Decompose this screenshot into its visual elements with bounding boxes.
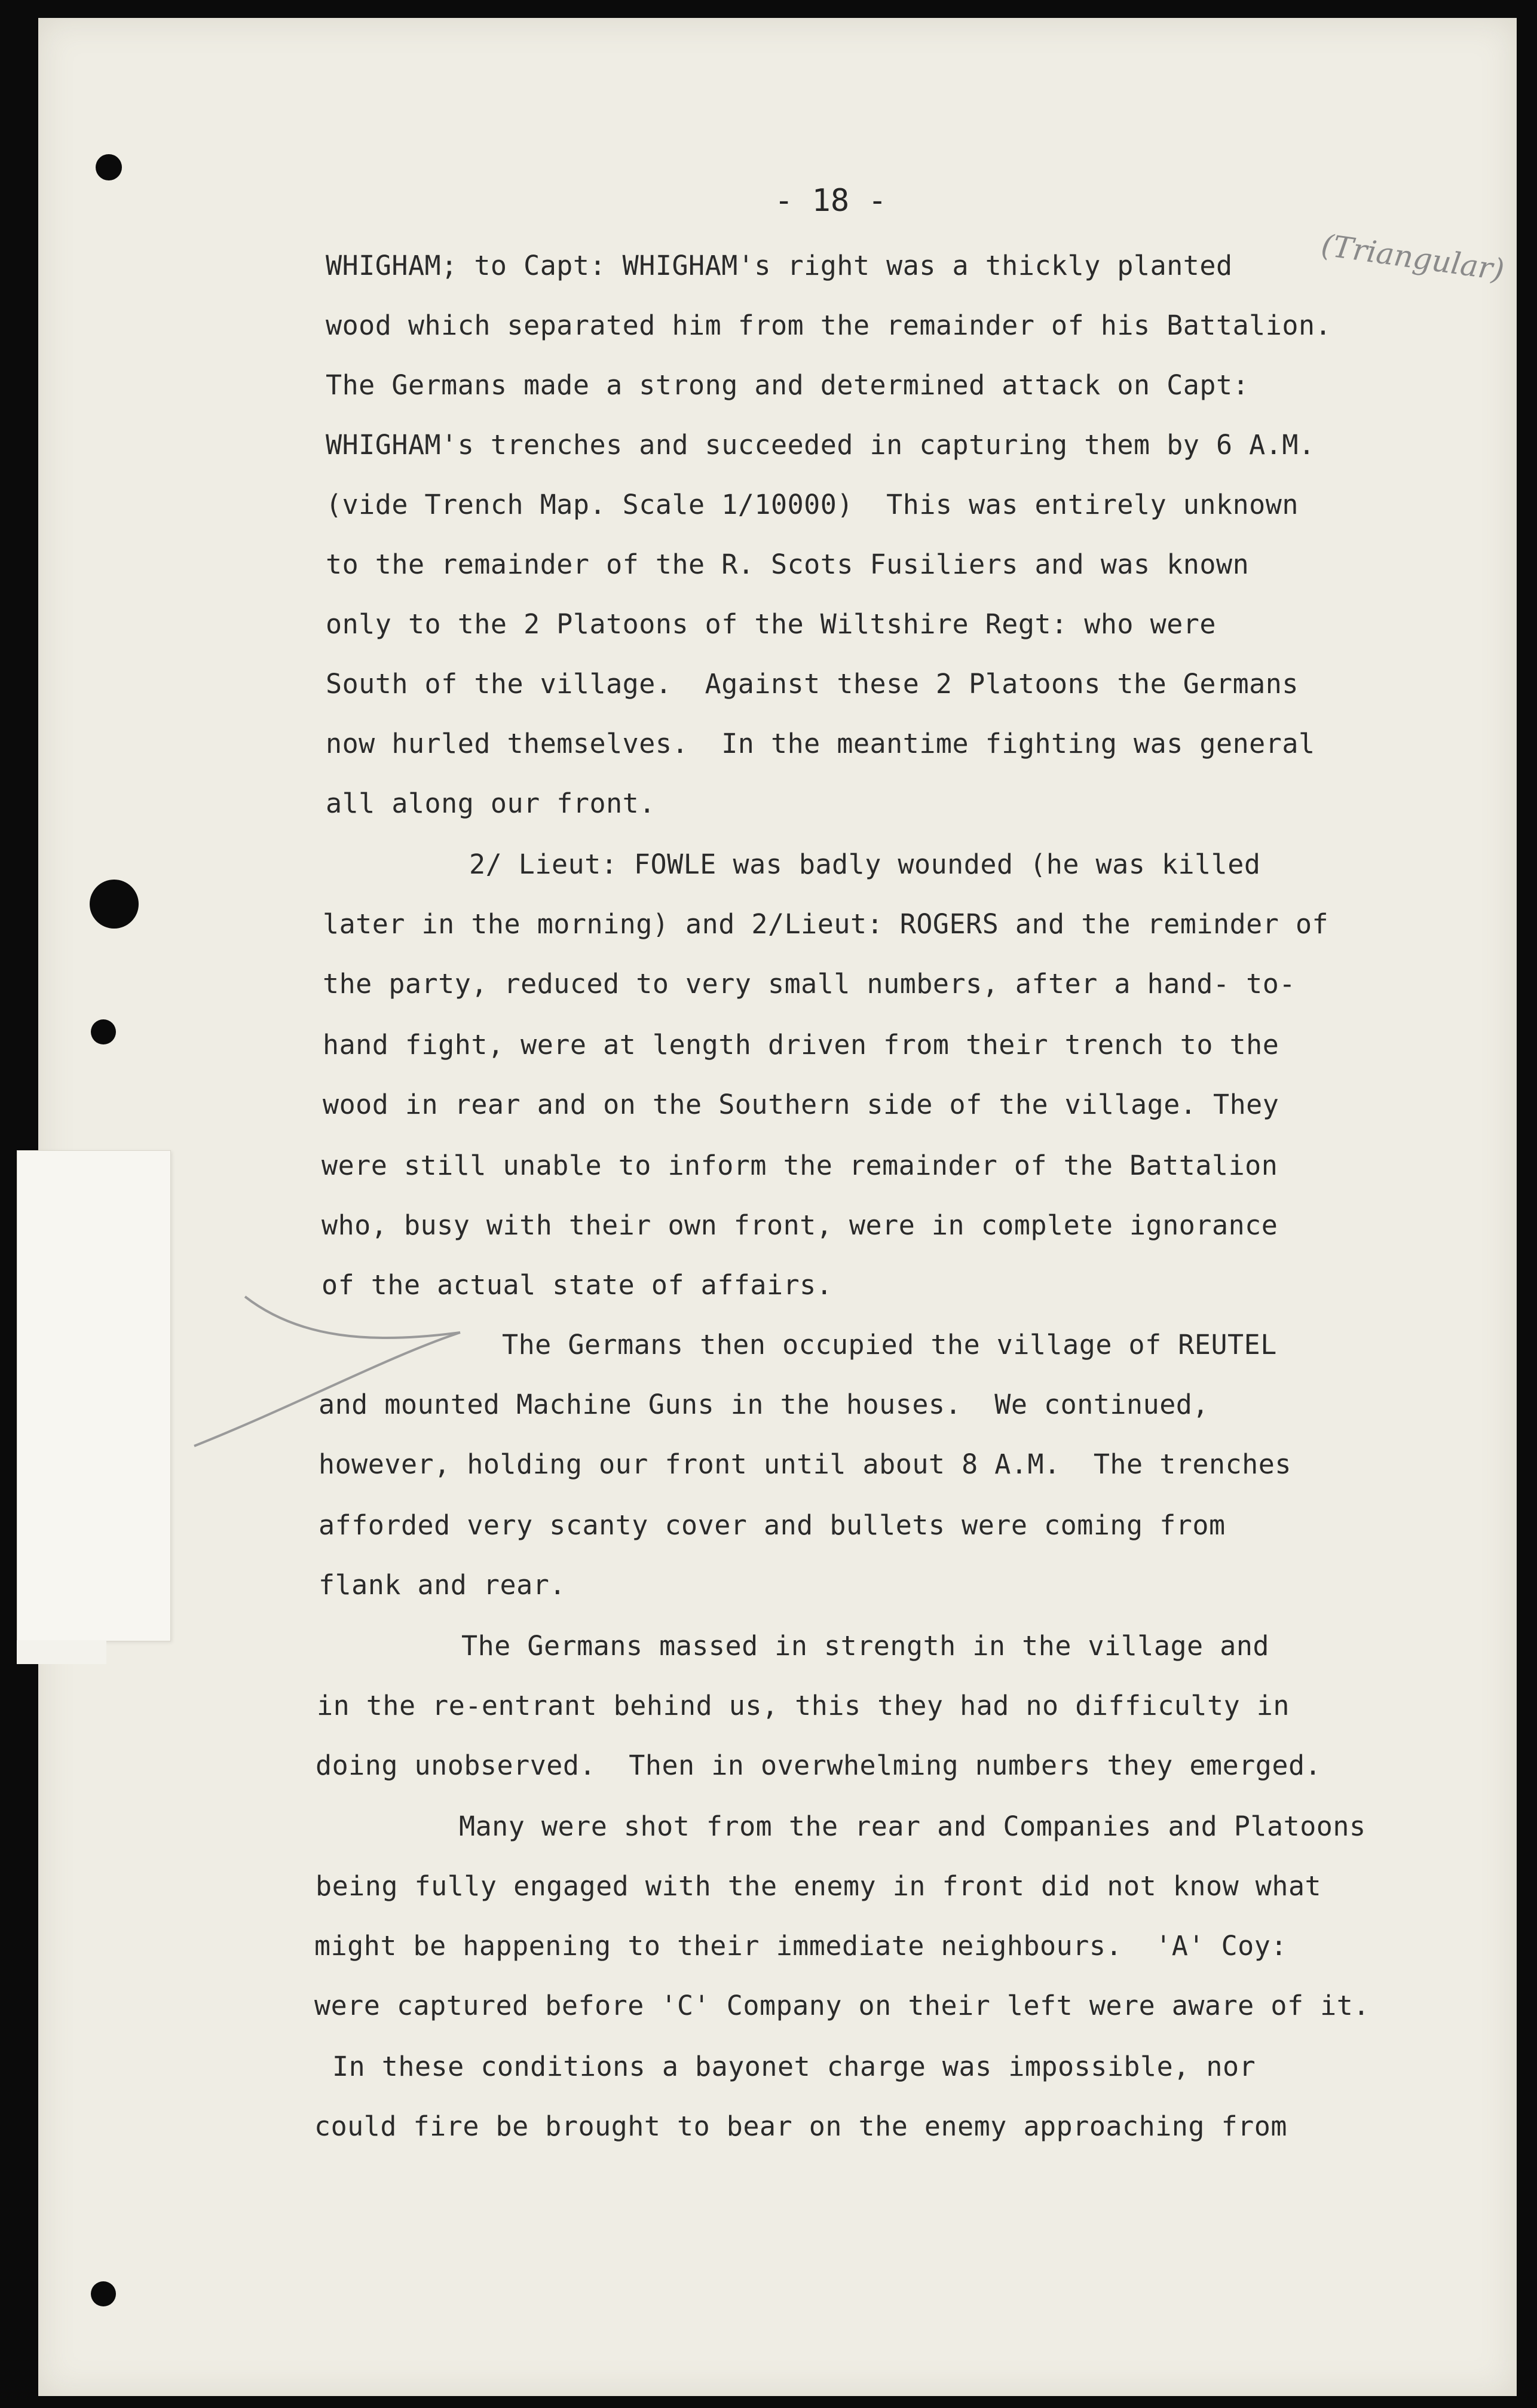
text-line: wood in rear and on the Southern side of the village. They	[323, 1089, 1279, 1120]
punch-hole-large	[90, 880, 139, 929]
text-line: of the actual state of affairs.	[322, 1269, 833, 1301]
text-line: South of the village. Against these 2 Platoons the Germans	[326, 668, 1299, 700]
text-line: the party, reduced to very small numbers, after a hand- to-	[323, 968, 1296, 1000]
text-line: in the re-entrant behind us, this they had no difficulty in	[317, 1690, 1290, 1721]
text-line: and mounted Machine Guns in the houses. We continued,	[319, 1389, 1209, 1420]
text-line: might be happening to their immediate neighbours. 'A' Coy:	[314, 1930, 1287, 1962]
pencil-arrow-mark	[179, 1285, 538, 1464]
text-line: later in the morning) and 2/Lieut: ROGERS and the reminder of	[323, 908, 1329, 940]
text-line: 2/ Lieut: FOWLE was badly wounded (he was killed	[469, 848, 1261, 880]
page-number: - 18 -	[774, 183, 887, 219]
text-line: all along our front.	[326, 788, 656, 819]
text-line: Many were shot from the rear and Companies and Platoons	[459, 1810, 1366, 1842]
text-line: The Germans then occupied the village of REUTEL	[502, 1329, 1277, 1361]
text-line: The Germans made a strong and determined attack on Capt:	[326, 369, 1250, 401]
paper-tab-edge	[17, 1640, 106, 1664]
text-line: however, holding our front until about 8 A.M. The trenches	[319, 1448, 1291, 1480]
text-line: flank and rear.	[319, 1569, 566, 1601]
text-line: now hurled themselves. In the meantime fighting was general	[326, 728, 1315, 759]
text-line: WHIGHAM; to Capt: WHIGHAM's right was a thickly planted	[326, 250, 1233, 281]
text-line: only to the 2 Platoons of the Wiltshire Regt: who were	[326, 608, 1216, 640]
text-line: In these conditions a bayonet charge was impossible, nor	[332, 2051, 1256, 2082]
text-line: could fire be brought to bear on the enemy approaching from	[314, 2110, 1287, 2142]
text-line: to the remainder of the R. Scots Fusiliers and was known	[326, 549, 1250, 580]
punch-hole-middle	[91, 1019, 116, 1044]
text-line: afforded very scanty cover and bullets were coming from	[319, 1509, 1226, 1541]
text-line: hand fight, were at length driven from their trench to the	[323, 1029, 1279, 1061]
paper-tab	[17, 1150, 171, 1641]
punch-hole-top	[96, 154, 122, 180]
margin-note: (Triangular)	[1319, 227, 1507, 288]
punch-hole-bottom	[91, 2281, 116, 2306]
text-line: were captured before 'C' Company on their left were aware of it.	[314, 1990, 1370, 2021]
text-line: who, busy with their own front, were in complete ignorance	[322, 1209, 1278, 1241]
text-line: doing unobserved. Then in overwhelming numbers they emerged.	[316, 1750, 1322, 1781]
text-line: The Germans massed in strength in the village and	[461, 1630, 1270, 1662]
text-line: WHIGHAM's trenches and succeeded in capturing them by 6 A.M.	[326, 429, 1315, 461]
text-line: being fully engaged with the enemy in front did not know what	[316, 1870, 1322, 1902]
text-line: were still unable to inform the remainder of the Battalion	[322, 1150, 1278, 1181]
text-line: wood which separated him from the remainder of his Battalion.	[326, 310, 1332, 341]
text-line: (vide Trench Map. Scale 1/10000) This was entirely unknown	[326, 489, 1299, 520]
